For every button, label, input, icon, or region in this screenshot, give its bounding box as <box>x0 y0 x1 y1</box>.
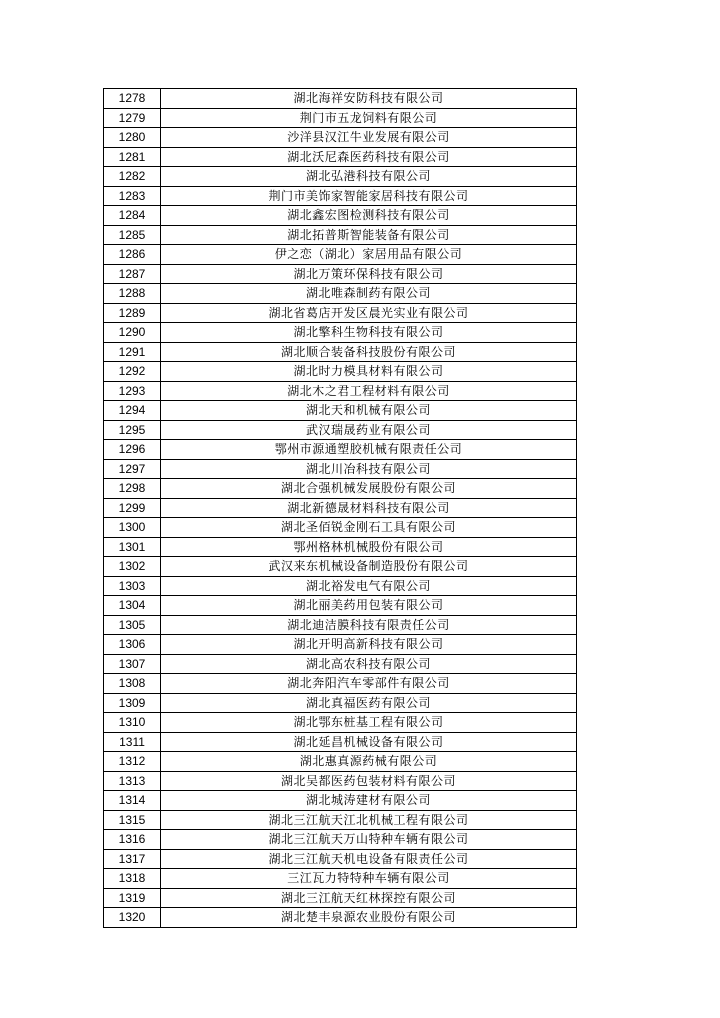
row-number: 1310 <box>104 713 161 733</box>
row-number: 1301 <box>104 537 161 557</box>
company-name: 湖北圣佰锐金刚石工具有限公司 <box>161 518 577 538</box>
table-row <box>104 362 577 382</box>
row-number: 1280 <box>104 128 161 148</box>
company-name: 湖北奔阳汽车零部件有限公司 <box>161 674 577 694</box>
row-number: 1298 <box>104 479 161 499</box>
table-row <box>104 869 577 889</box>
row-number: 1305 <box>104 615 161 635</box>
company-name: 湖北鄂东桩基工程有限公司 <box>161 713 577 733</box>
table-row <box>104 654 577 674</box>
row-number: 1297 <box>104 459 161 479</box>
company-name: 鄂州市源通塑胶机械有限责任公司 <box>161 440 577 460</box>
table-row <box>104 381 577 401</box>
table-row <box>104 810 577 830</box>
table-row <box>104 518 577 538</box>
row-number: 1295 <box>104 420 161 440</box>
table-row <box>104 908 577 928</box>
table-row <box>104 128 577 148</box>
company-name: 湖北沃尼森医药科技有限公司 <box>161 147 577 167</box>
company-name: 湖北惠真源药械有限公司 <box>161 752 577 772</box>
table-row <box>104 732 577 752</box>
company-name: 湖北新德晟材料科技有限公司 <box>161 498 577 518</box>
row-number: 1316 <box>104 830 161 850</box>
company-name: 湖北鑫宏图检测科技有限公司 <box>161 206 577 226</box>
table-row <box>104 284 577 304</box>
row-number: 1306 <box>104 635 161 655</box>
table-row <box>104 108 577 128</box>
table-row <box>104 245 577 265</box>
table-row <box>104 713 577 733</box>
company-name: 荆门市美饰家智能家居科技有限公司 <box>161 186 577 206</box>
row-number: 1311 <box>104 732 161 752</box>
row-number: 1302 <box>104 557 161 577</box>
table-row <box>104 693 577 713</box>
company-name: 湖北拓普斯智能装备有限公司 <box>161 225 577 245</box>
company-name: 湖北唯森制药有限公司 <box>161 284 577 304</box>
table-row <box>104 147 577 167</box>
company-name: 湖北迪洁膜科技有限责任公司 <box>161 615 577 635</box>
row-number: 1283 <box>104 186 161 206</box>
row-number: 1308 <box>104 674 161 694</box>
table-row <box>104 186 577 206</box>
row-number: 1296 <box>104 440 161 460</box>
row-number: 1299 <box>104 498 161 518</box>
row-number: 1300 <box>104 518 161 538</box>
table-row <box>104 479 577 499</box>
table-row <box>104 401 577 421</box>
table-row <box>104 323 577 343</box>
row-number: 1292 <box>104 362 161 382</box>
table-row <box>104 596 577 616</box>
table-row <box>104 576 577 596</box>
table-row <box>104 167 577 187</box>
company-name: 武汉来东机械设备制造股份有限公司 <box>161 557 577 577</box>
row-number: 1293 <box>104 381 161 401</box>
company-list-table <box>103 88 577 928</box>
company-name: 湖北裕发电气有限公司 <box>161 576 577 596</box>
table-row <box>104 89 577 109</box>
company-name: 武汉瑞晟药业有限公司 <box>161 420 577 440</box>
row-number: 1281 <box>104 147 161 167</box>
company-name: 湖北吴都医药包装材料有限公司 <box>161 771 577 791</box>
table-row <box>104 830 577 850</box>
company-name: 湖北楚丰泉源农业股份有限公司 <box>161 908 577 928</box>
company-name: 湖北擎科生物科技有限公司 <box>161 323 577 343</box>
row-number: 1290 <box>104 323 161 343</box>
company-name: 湖北真福医药有限公司 <box>161 693 577 713</box>
row-number: 1318 <box>104 869 161 889</box>
table-row <box>104 674 577 694</box>
company-name: 湖北合强机械发展股份有限公司 <box>161 479 577 499</box>
row-number: 1284 <box>104 206 161 226</box>
row-number: 1314 <box>104 791 161 811</box>
company-name: 湖北高农科技有限公司 <box>161 654 577 674</box>
table-row <box>104 459 577 479</box>
row-number: 1286 <box>104 245 161 265</box>
table-row <box>104 752 577 772</box>
row-number: 1303 <box>104 576 161 596</box>
table-row <box>104 303 577 323</box>
row-number: 1319 <box>104 888 161 908</box>
company-name: 湖北木之君工程材料有限公司 <box>161 381 577 401</box>
row-number: 1312 <box>104 752 161 772</box>
row-number: 1285 <box>104 225 161 245</box>
company-name: 湖北三江航天红林探控有限公司 <box>161 888 577 908</box>
table-row <box>104 342 577 362</box>
table-row <box>104 498 577 518</box>
table-row <box>104 615 577 635</box>
table-row <box>104 537 577 557</box>
row-number: 1320 <box>104 908 161 928</box>
company-name: 湖北三江航天江北机械工程有限公司 <box>161 810 577 830</box>
table-row <box>104 225 577 245</box>
company-name: 伊之恋（湖北）家居用品有限公司 <box>161 245 577 265</box>
company-name: 湖北川冶科技有限公司 <box>161 459 577 479</box>
row-number: 1307 <box>104 654 161 674</box>
table-row <box>104 440 577 460</box>
row-number: 1291 <box>104 342 161 362</box>
table-row <box>104 791 577 811</box>
row-number: 1304 <box>104 596 161 616</box>
company-name: 荆门市五龙饲料有限公司 <box>161 108 577 128</box>
company-name: 湖北顺合装备科技股份有限公司 <box>161 342 577 362</box>
row-number: 1279 <box>104 108 161 128</box>
company-name: 湖北省葛店开发区晨光实业有限公司 <box>161 303 577 323</box>
company-name: 三江瓦力特特种车辆有限公司 <box>161 869 577 889</box>
company-name: 湖北开明高新科技有限公司 <box>161 635 577 655</box>
company-name: 湖北延昌机械设备有限公司 <box>161 732 577 752</box>
row-number: 1287 <box>104 264 161 284</box>
row-number: 1294 <box>104 401 161 421</box>
company-list-body <box>104 89 577 928</box>
row-number: 1315 <box>104 810 161 830</box>
table-row <box>104 849 577 869</box>
company-name: 湖北三江航天机电设备有限责任公司 <box>161 849 577 869</box>
table-row <box>104 635 577 655</box>
company-name: 湖北城涛建材有限公司 <box>161 791 577 811</box>
company-name: 湖北万策环保科技有限公司 <box>161 264 577 284</box>
row-number: 1289 <box>104 303 161 323</box>
row-number: 1278 <box>104 89 161 109</box>
company-name: 湖北天和机械有限公司 <box>161 401 577 421</box>
row-number: 1309 <box>104 693 161 713</box>
table-row <box>104 264 577 284</box>
company-name: 湖北时力模具材料有限公司 <box>161 362 577 382</box>
company-name: 湖北丽美药用包装有限公司 <box>161 596 577 616</box>
table-row <box>104 206 577 226</box>
row-number: 1288 <box>104 284 161 304</box>
table-row <box>104 420 577 440</box>
company-name: 沙洋县汉江牛业发展有限公司 <box>161 128 577 148</box>
table-row <box>104 771 577 791</box>
table-row <box>104 557 577 577</box>
row-number: 1317 <box>104 849 161 869</box>
table-row <box>104 888 577 908</box>
company-name: 鄂州格林机械股份有限公司 <box>161 537 577 557</box>
row-number: 1282 <box>104 167 161 187</box>
company-name: 湖北海祥安防科技有限公司 <box>161 89 577 109</box>
company-name: 湖北三江航天万山特种车辆有限公司 <box>161 830 577 850</box>
company-name: 湖北弘港科技有限公司 <box>161 167 577 187</box>
row-number: 1313 <box>104 771 161 791</box>
